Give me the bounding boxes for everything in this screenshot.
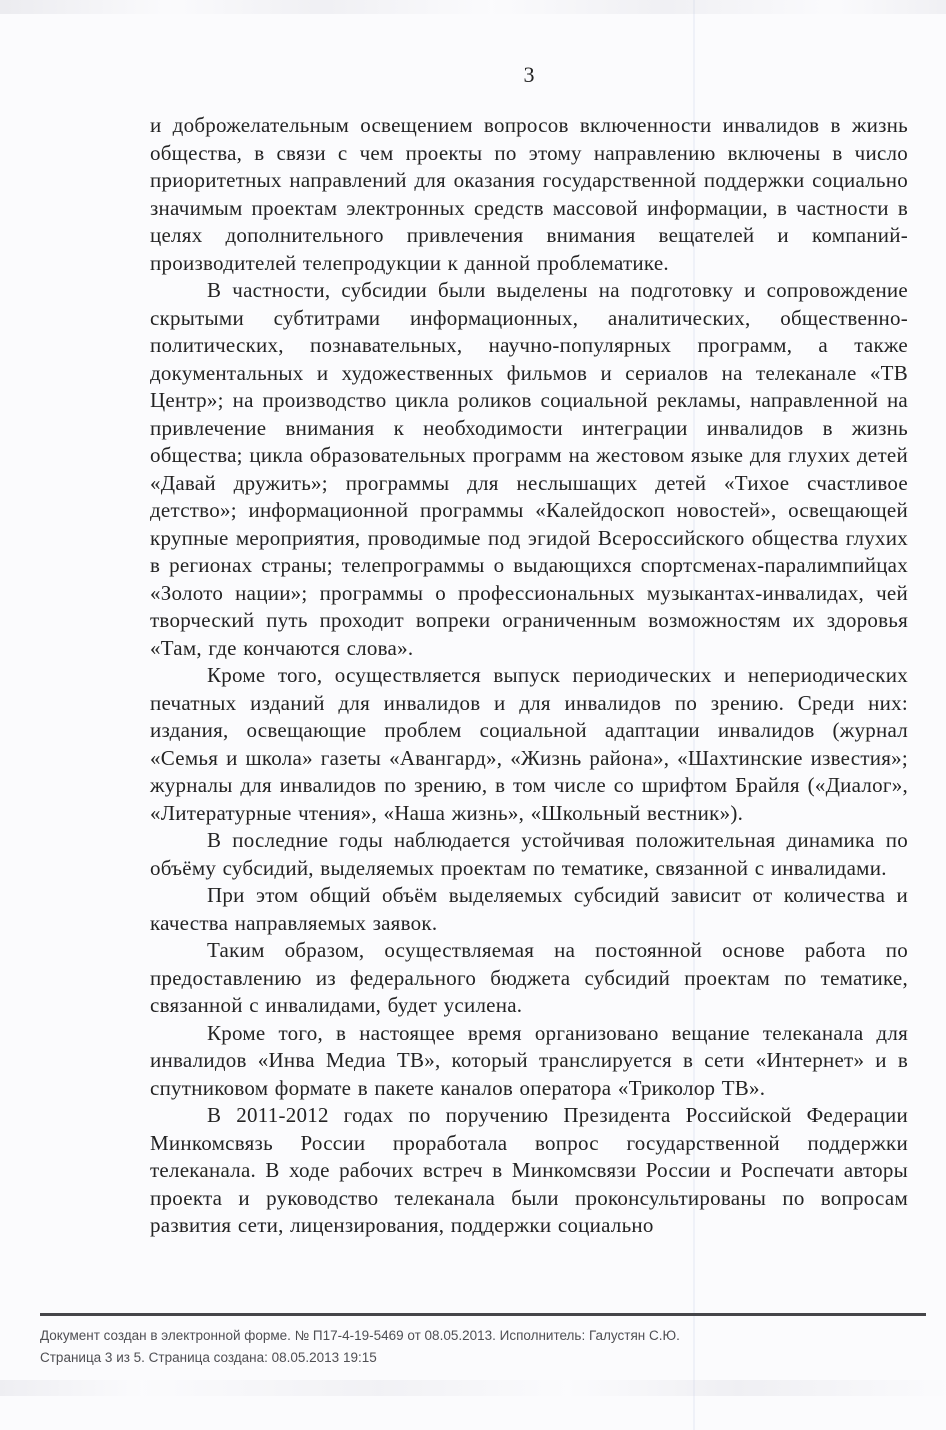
paragraph: В последние годы наблюдается устойчивая положительная динамика по объёму субсидий, выделяемых проектам по тематике, связанной с инвалидами. xyxy=(150,828,908,880)
footer-creation-info: Документ создан в электронной форме. № П17-4-19-5469 от 08.05.2013. Исполнитель: Галустян С.Ю. xyxy=(40,1328,680,1343)
footer-page-info: Страница 3 из 5. Страница создана: 08.05.2013 19:15 xyxy=(40,1349,377,1365)
paragraph: В частности, субсидии были выделены на подготовку и сопровождение скрытыми субтитрами информационных, аналитических, общественно-политических, познавательных, научно-популярных программ, а также документальных и художественных фильмов и сериалов на телеканале «ТВ Центр»; на производство цикла роликов социальной рекламы, направленной на привлечение внимания к необходимости интеграции инвалидов в жизнь общества; цикла образовательных программ на жестовом языке для глухих детей «Давай дружить»; программы для неслышащих детей «Тихое счастливое детство»; информационной программы «Калейдоскоп новостей», освещающей крупные мероприятия, проводимые под эгидой Всероссийского общества глухих в регионах страны; телепрограммы о выдающихся спортсменах-паралимпийцах «Золото нации»; программы о профессиональных музыкантах-инвалидах, чей творческий путь проходит вопреки ограниченным возможностям их здоровья «Там, где кончаются слова». xyxy=(150,278,908,660)
paragraph: Таким образом, осуществляемая на постоянной основе работа по предоставлению из федерального бюджета субсидий проектам по тематике, связанной с инвалидами, будет усилена. xyxy=(150,938,908,1017)
paragraph: и доброжелательным освещением вопросов включенности инвалидов в жизнь общества, в связи с чем проекты по этому направлению включены в число приоритетных направлений для оказания государственной поддержки социально значимым проектам электронных средств массовой информации, в частности в целях дополнительного привлечения внимания вещателей и компаний-производителей телепродукции к данной проблематике. xyxy=(150,113,908,275)
scan-artifact-top xyxy=(0,0,946,14)
document-footer xyxy=(40,1325,900,1368)
paragraph: При этом общий объём выделяемых субсидий зависит от количества и качества направляемых заявок. xyxy=(150,883,908,935)
footer-divider xyxy=(40,1313,926,1316)
document-body xyxy=(150,112,908,1240)
paragraph: Кроме того, осуществляется выпуск периодических и непериодических печатных изданий для инвалидов и для инвалидов по зрению. Среди них: издания, освещающие проблем социальной адаптации инвалидов (журнал «Семья и школа» газеты «Авангард», «Жизнь района», «Шахтинские известия»; журналы для инвалидов по зрению, в том числе со шрифтом Брайля («Диалог», «Литературные чтения», «Наша жизнь», «Школьный вестник»). xyxy=(150,663,908,825)
paragraph: В 2011-2012 годах по поручению Президента Российской Федерации Минкомсвязь России проработала вопрос государственной поддержки телеканала. В ходе рабочих встреч в Минкомсвязи России и Роспечати авторы проекта и руководство телеканала были проконсультированы по вопросам развития сети, лицензирования, поддержки социально xyxy=(150,1103,908,1237)
scan-artifact-bottom xyxy=(0,1380,946,1396)
page-number: 3 xyxy=(523,62,535,87)
paragraph: Кроме того, в настоящее время организовано вещание телеканала для инвалидов «Инва Медиа ТВ», который транслируется в сети «Интернет» и в спутниковом формате в пакете каналов оператора «Триколор ТВ». xyxy=(150,1020,908,1100)
